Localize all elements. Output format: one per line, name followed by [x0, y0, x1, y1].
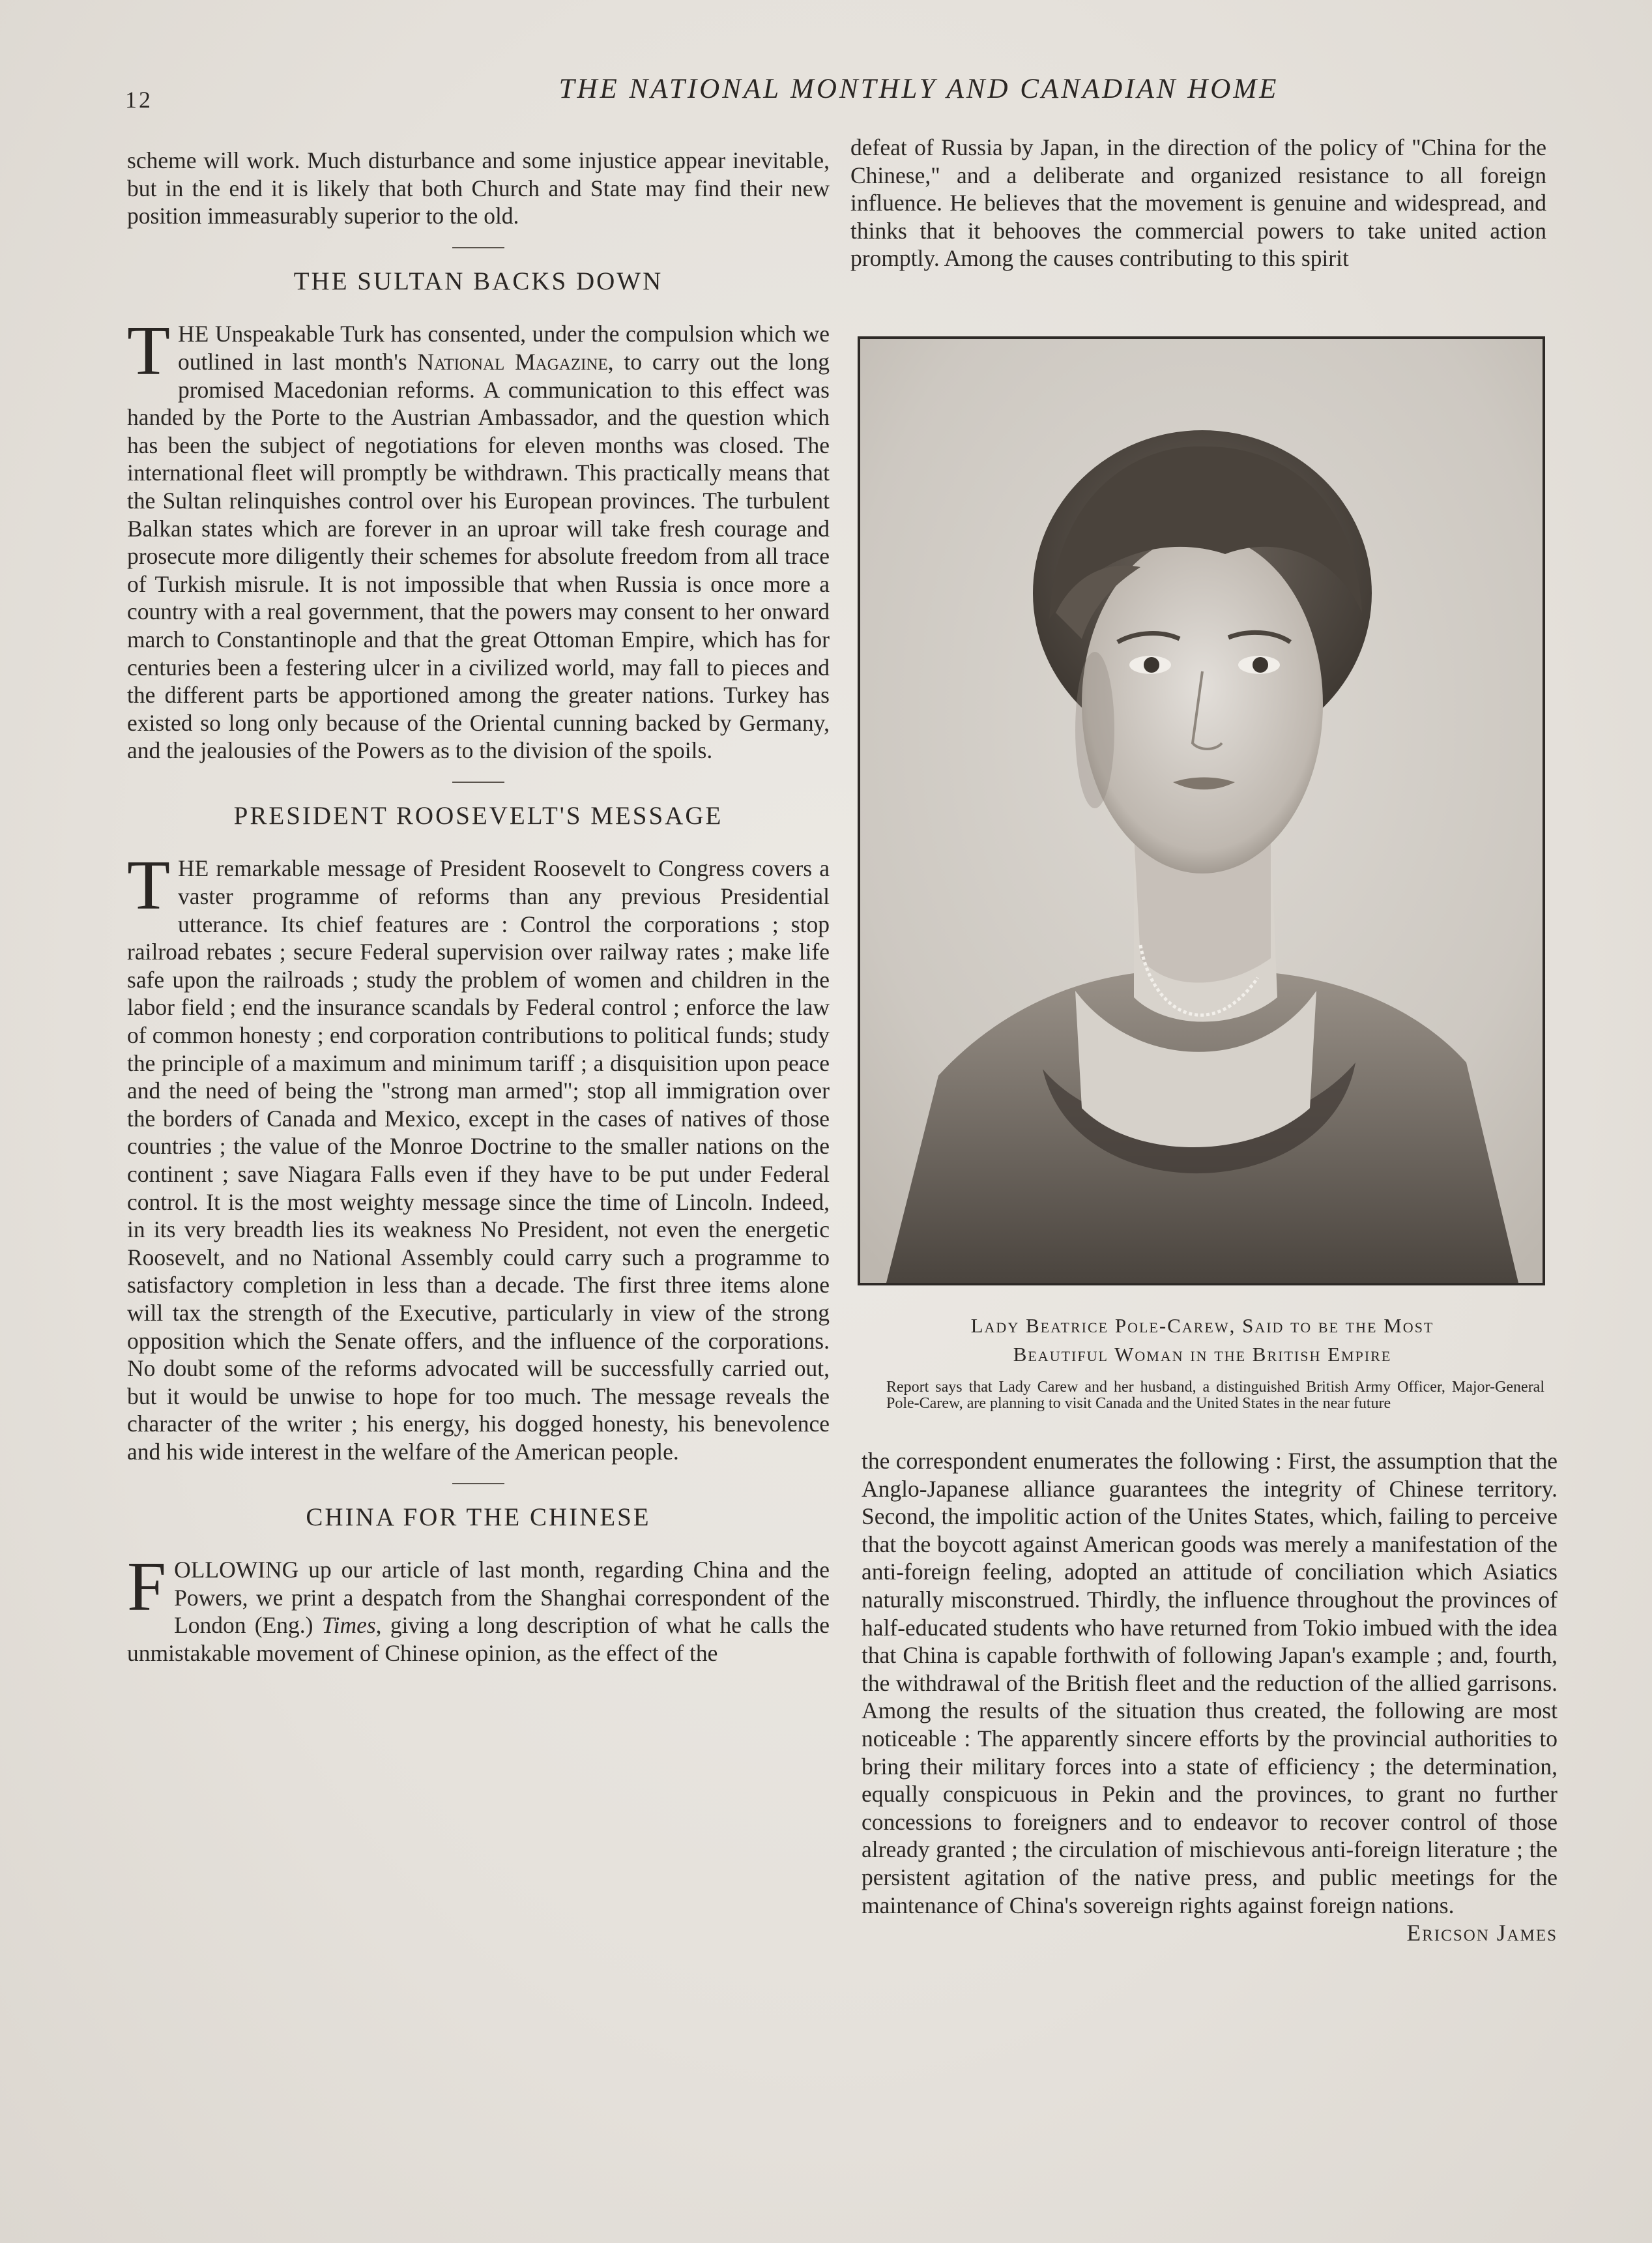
- sultan-paragraph: [127, 312, 830, 765]
- right-column-bottom: [862, 1447, 1558, 1947]
- roosevelt-paragraph: [127, 847, 830, 1465]
- roosevelt-heading: PRESIDENT ROOSEVELT'S MESSAGE: [233, 801, 723, 830]
- photo-caption-note: Report says that Lady Carew and her husband, a distinguished British Army Officer, Major-General Pole-Carew, are planning to visit Canada and the United States in the near future: [886, 1379, 1544, 1412]
- sultan-dropcap: T: [127, 312, 170, 390]
- china-paragraph: [127, 1548, 830, 1667]
- author-signature: Ericson James: [1406, 1920, 1558, 1946]
- section-divider: [452, 782, 504, 783]
- roosevelt-body: HE remarkable message of President Roosevelt to Congress covers a vaster programme of reforms than any previous Presidential utterance. Its chief features are : Control the corporations ; stop railroad rebates ; secure Federal supervision over railway rates ; make life safe upon the railroads ; study the problem of women and children in the labor field ; end the insurance scandals by Federal control ; enforce the law of common honesty ; end corporation contributions to political funds; study the principle of a maximum and minimum tariff ; a disquisition upon peace and the need of being the "strong man armed"; stop all immigration over the borders of Canada and Mexico, except in the cases of natives of those countries ; the value of the Monroe Doctrine to the smaller nations on the continent ; save Niagara Falls even if they have to be put under Federal control. It is the most weighty message since the time of Lincoln. Indeed, in its very breadth lies its weakness No President, not even the energetic Roosevelt, and no National Assembly could carry such a programme to satisfactory completion in less than a decade. The first three items alone will tax the strength of the Executive, particularly in view of the strong opposition which the Senate offers, and the influence of the corporations. No doubt some of the reforms advocated will be successfully carried out, but it would be unwise to hope for too much. The message reveals the character of the writer ; his energy, his dogged honesty, his benevolence and his wide interest in the welfare of the American people.: [127, 855, 830, 1465]
- sultan-lead: HE Unspeakable Turk has consented, under the compulsion which we outlined in last month's: [177, 321, 830, 375]
- section-divider: [452, 247, 504, 248]
- causes-paragraph: the correspondent enumerates the following : First, the assumption that the Anglo-Japanese alliance guarantees the integrity of Chinese territory. Second, the impolitic action of the Unites States, which, failing to perceive that the boycott against American goods was merely a manifestation of the anti-foreign feeling, adopted an attitude of conciliation which Asiatics naturally misconstrued. Thirdly, the influence throughout the provinces of half-educated students who have returned from Tokio imbued with the idea that China is capable forthwith of following Japan's example ; and, fourth, the withdrawal of the British fleet and the reduction of the allied garrisons. Among the results of the situation thus created, the following are most noticeable : The apparently sincere efforts by the provincial authorities to bring their military forces into a state of efficiency ; the determination, equally conspicuous in Pekin and the provinces, to grant no further concessions to foreigners and to endeavor to recover control of those already granted ; the circulation of mischievous anti-foreign literature ; the persistent agitation of the native press, and public meetings for the maintenance of China's sovereign rights against foreign nations.: [862, 1448, 1558, 1918]
- right-column-top: [850, 134, 1546, 272]
- times-name: Times: [321, 1612, 376, 1639]
- left-column: [127, 147, 830, 1667]
- china-lead: OLLOWING up our article of last month, regarding China and the Powers, we print a despatch from the Shanghai correspondent of the London (Eng.): [174, 1557, 830, 1639]
- china-continued-paragraph: defeat of Russia by Japan, in the direction of the policy of "China for the Chinese," and a deliberate and organized resistance to all foreign influence. He believes that the movement is genuine and widespread, and thinks that it behooves the commercial powers to take united action promptly. Among the causes contributing to this spirit: [850, 134, 1546, 272]
- intro-paragraph: scheme will work. Much disturbance and some injustice appear inevitable, but in the end it is likely that both Church and State may find their new position immeasurably superior to the old.: [127, 147, 830, 229]
- china-heading: CHINA FOR THE CHINESE: [306, 1503, 651, 1531]
- sultan-body: , to carry out the long promised Macedonian reforms. A communication to this effect was handed by the Porte to the Austrian Ambassador, and the question which has been the subject of negotiations for eleven months was closed. The international fleet will promptly be withdrawn. This practically means that the Sultan relinquishes control over his European provinces. The turbulent Balkan states which are forever in an uproar will take fresh courage and prosecute more diligently their schemes for absolute freedom from all trace of Turkish misrule. It is not impossible that when Russia is once more a country with a real government, that the powers may consent to her onward march to Constantinople and that the great Ottoman Empire, which has for centuries been a festering ulcer in a civilized world, may fall to pieces and the different parts be apportioned among the greater nations. Turkey has existed so long only because of the Oriental cunning backed by Germany, and the jealousies of the Powers as to the division of the spoils.: [127, 348, 830, 764]
- section-divider: [452, 1483, 504, 1484]
- caption-title-line-2: Beautiful Woman in the British Empire: [1013, 1343, 1392, 1366]
- roosevelt-dropcap: T: [127, 847, 170, 925]
- portrait-photo: [858, 336, 1545, 1285]
- magazine-name: National Magazine: [417, 348, 608, 375]
- china-body: , giving a long description of what he calls the unmistakable movement of Chinese opinion, as the effect of the: [127, 1612, 830, 1666]
- china-dropcap: F: [127, 1548, 167, 1626]
- page-number: 12: [125, 87, 152, 113]
- photo-caption-title: [867, 1312, 1538, 1369]
- running-head: THE NATIONAL MONTHLY AND CANADIAN HOME: [558, 74, 1279, 104]
- sultan-heading: THE SULTAN BACKS DOWN: [293, 267, 663, 295]
- portrait-illustration: [860, 339, 1543, 1283]
- caption-title-line-1: Lady Beatrice Pole-Carew, Said to be the Most: [970, 1314, 1434, 1337]
